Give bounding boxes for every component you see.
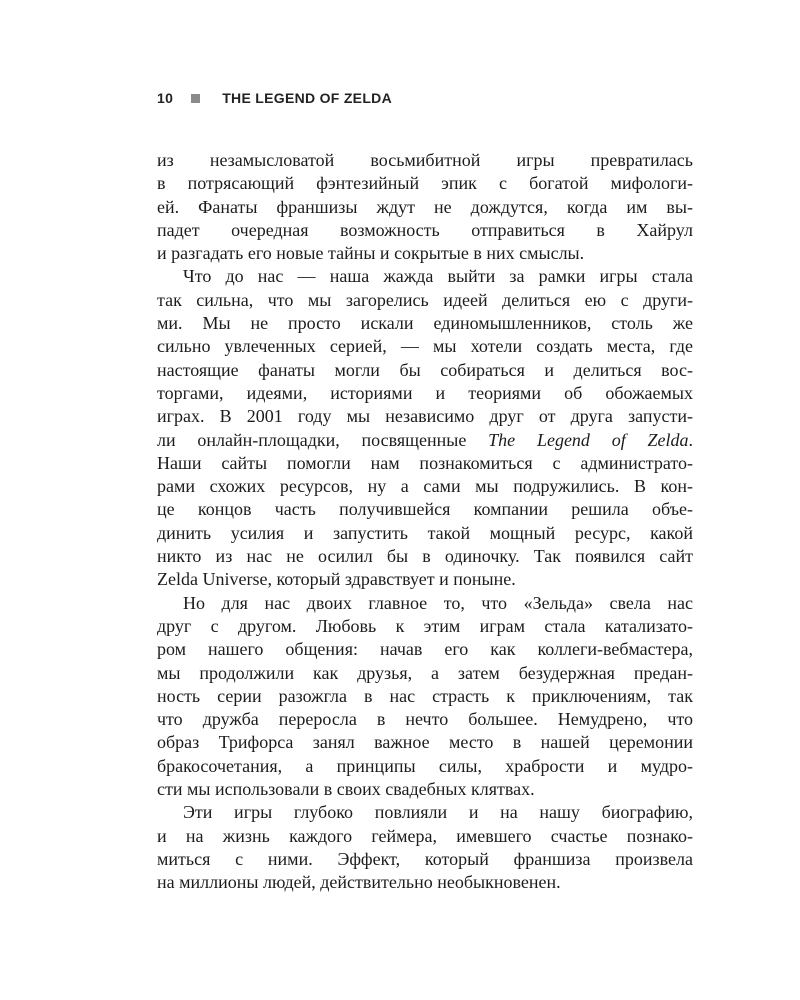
line-text: бракосочетания, а принципы силы, храбрости и мудро-: [157, 755, 693, 776]
line-text: Но для нас двоих главное то, что «Зельда» свела нас: [183, 592, 693, 613]
line-text: на миллионы людей, действительно необыкновенен.: [157, 872, 561, 893]
text-line: [157, 592, 693, 615]
text-line: [157, 149, 693, 172]
line-text: образ Трифорса занял важное место в нашей церемонии: [157, 732, 693, 753]
line-text: ром нашего общения: начав его как коллеги-вебмастера,: [157, 639, 693, 660]
text-line: [157, 522, 693, 545]
text-line: [157, 638, 693, 661]
text-line: [157, 429, 693, 452]
line-text: Что до нас — наша жажда выйти за рамки игры стала: [183, 266, 693, 287]
line-text: и разгадать его новые тайны и сокрытые в них смыслы.: [157, 243, 585, 264]
page-number: 10: [157, 90, 174, 106]
text-line: [157, 685, 693, 708]
square-ornament-icon: [191, 94, 200, 103]
line-text: настоящие фанаты могли бы собираться и делиться вос-: [157, 359, 693, 380]
line-text: це концов часть получившейся компании решила объе-: [157, 499, 693, 520]
running-header: [157, 90, 392, 106]
line-text: и на жизнь каждого геймера, имевшего счастье познако-: [157, 825, 693, 846]
text-line: [157, 405, 693, 428]
line-text: никто из нас не осилил бы в одиночку. Так появился сайт: [157, 546, 693, 567]
text-line: [157, 568, 693, 591]
text-line: [157, 708, 693, 731]
line-text: сти мы использовали в своих свадебных клятвах.: [157, 779, 535, 800]
line-text: Zelda Universe, который здравствует и поныне.: [157, 569, 516, 590]
text-line: [157, 615, 693, 638]
text-line: [157, 382, 693, 405]
text-line: [157, 359, 693, 382]
line-text: в потрясающий фэнтезийный эпик с богатой мифологи-: [157, 173, 693, 194]
text-line: [157, 475, 693, 498]
text-line: [157, 778, 693, 801]
line-text: .: [688, 429, 693, 450]
line-text: динить усилия и запустить такой мощный ресурс, какой: [157, 522, 693, 543]
text-line: [157, 219, 693, 242]
text-line: [157, 172, 693, 195]
text-line: [157, 545, 693, 568]
line-text: падет очередная возможность отправиться в Хайрул: [157, 219, 693, 240]
text-line: [157, 289, 693, 312]
text-line: [157, 731, 693, 754]
line-text: рами схожих ресурсов, ну а сами мы подружились. В кон-: [157, 476, 693, 497]
line-text: Эти игры глубоко повлияли и на нашу биографию,: [183, 802, 693, 823]
line-text: что дружба переросла в нечто большее. Немудрено, что: [157, 709, 693, 730]
text-line: [157, 801, 693, 824]
text-line: [157, 335, 693, 358]
line-text: ли онлайн-площадки, посвященные: [157, 429, 489, 450]
text-line: [157, 755, 693, 778]
text-line: [157, 825, 693, 848]
text-line: [157, 242, 693, 265]
line-text: играх. В 2001 году мы независимо друг от друга запусти-: [157, 406, 693, 427]
line-text: миться с ними. Эффект, который франшиза произвела: [157, 848, 693, 869]
line-text: сильно увлеченных серией, — мы хотели создать места, где: [157, 336, 693, 357]
line-text: ми. Мы не просто искали единомышленников, столь же: [157, 313, 693, 334]
line-text: ей. Фанаты франшизы ждут не дождутся, когда им вы-: [157, 196, 693, 217]
text-line: [157, 265, 693, 288]
text-line: [157, 196, 693, 219]
book-title: THE LEGEND OF ZELDA: [222, 90, 392, 106]
text-line: [157, 312, 693, 335]
text-line: [157, 498, 693, 521]
text-line: [157, 452, 693, 475]
line-text: ность серии разожгла в нас страсть к приключениям, так: [157, 685, 693, 706]
line-text: Наши сайты помогли нам познакомиться с администрато-: [157, 452, 693, 473]
text-line: [157, 848, 693, 871]
body-text: [157, 149, 693, 895]
line-text: торгами, идеями, историями и теориями об обожаемых: [157, 382, 693, 403]
text-line: [157, 871, 693, 894]
text-line: [157, 662, 693, 685]
line-text: друг с другом. Любовь к этим играм стала катализато-: [157, 615, 693, 636]
line-text: мы продолжили как друзья, а затем безудержная предан-: [157, 662, 693, 683]
italic-title-text: The Legend of Zelda: [488, 429, 689, 450]
line-text: из незамысловатой восьмибитной игры превратилась: [157, 150, 693, 170]
line-text: так сильна, что мы загорелись идеей делиться ею с други-: [157, 289, 693, 310]
